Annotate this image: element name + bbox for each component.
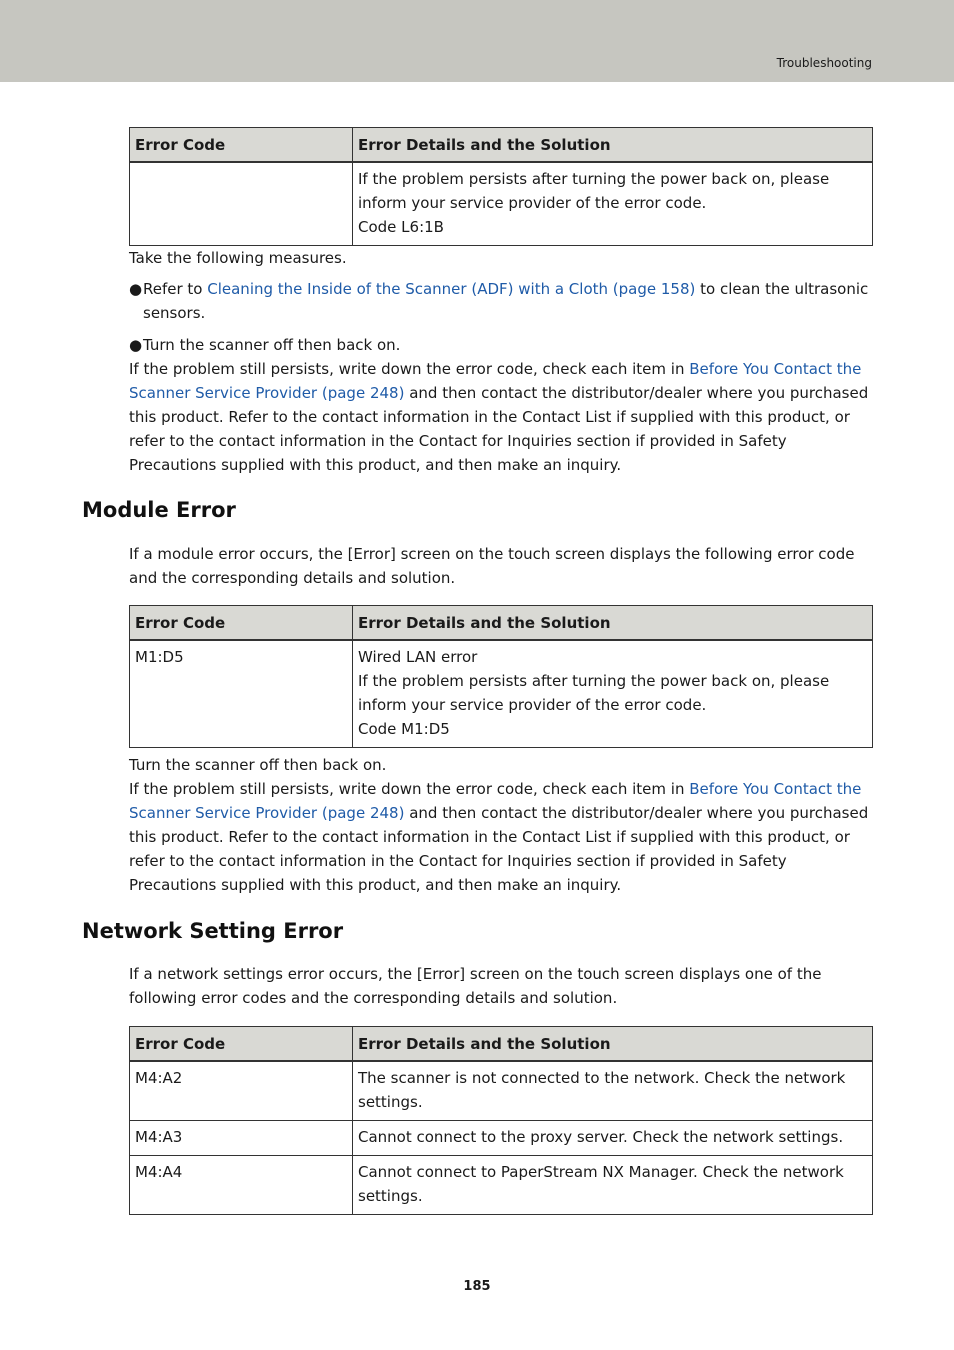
header-error-details: Error Details and the Solution	[353, 606, 873, 641]
error-code-cell	[130, 162, 353, 246]
network-error-heading: Network Setting Error	[82, 919, 344, 943]
measures-intro: Take the following measures.	[129, 249, 347, 267]
table-header-row	[130, 606, 873, 641]
module-error-heading: Module Error	[82, 498, 236, 522]
bullet-item	[129, 277, 869, 325]
details-code-line: Code L6:1B	[358, 218, 444, 236]
before-contact-link[interactable]: Before You Contact the Scanner Service Provider (page 248)	[129, 780, 862, 822]
error-code-cell: M4:A2	[130, 1061, 353, 1121]
error-details-cell: The scanner is not connected to the network. Check the network settings.	[353, 1061, 873, 1121]
details-line: If the problem persists after turning the power back on, please inform your service provider of the error code.	[358, 672, 830, 714]
table-header-row	[130, 128, 873, 163]
module-error-intro: If a module error occurs, the [Error] screen on the touch screen displays the following error code and the corresponding details and solution.	[129, 545, 855, 587]
error-details-cell	[353, 640, 873, 748]
persist-prefix: If the problem still persists, write down the error code, check each item in	[129, 360, 690, 378]
page-number: 185	[463, 1279, 491, 1294]
l6-error-table	[129, 127, 873, 246]
after-line: Turn the scanner off then back on.	[129, 756, 387, 774]
persist-paragraph	[129, 357, 869, 477]
bullet-text	[143, 277, 869, 325]
l6-measures	[129, 246, 869, 477]
details-line: Wired LAN error	[358, 648, 478, 666]
persist-prefix: If the problem still persists, write down the error code, check each item in	[129, 780, 690, 798]
details-code-line: Code M1:D5	[358, 720, 450, 738]
bullet-text-suffix: to clean the ultrasonic sensors.	[143, 280, 869, 322]
bullet-icon: ●	[129, 280, 143, 298]
table-header-row	[130, 1027, 873, 1062]
error-code-cell: M4:A3	[130, 1121, 353, 1156]
network-error-table	[129, 1026, 873, 1215]
table-row	[130, 1061, 873, 1121]
table-row	[130, 640, 873, 748]
before-contact-link[interactable]: Before You Contact the Scanner Service Provider (page 248)	[129, 360, 862, 402]
persist-suffix: and then contact the distributor/dealer where you purchased this product. Refer to the contact information in the Contact List if supplied with this product, or refer to the contact information in the Contact for Inquiries section if provided in Safety Precautions supplied with this product, and then make an inquiry.	[129, 384, 869, 474]
section-label: Troubleshooting	[776, 56, 872, 70]
error-code-cell: M4:A4	[130, 1156, 353, 1215]
header-error-code: Error Code	[130, 606, 353, 641]
header-error-code: Error Code	[130, 128, 353, 163]
header-error-details: Error Details and the Solution	[353, 1027, 873, 1062]
table-row	[130, 1156, 873, 1215]
bullet-text-prefix: Refer to	[143, 280, 208, 298]
table-row	[130, 1121, 873, 1156]
module-error-after	[129, 753, 869, 897]
bullet-text: Turn the scanner off then back on.	[143, 336, 401, 354]
error-details-cell	[353, 162, 873, 246]
header-error-details: Error Details and the Solution	[353, 128, 873, 163]
bullet-item	[129, 333, 869, 357]
persist-paragraph	[129, 777, 869, 897]
cleaning-link[interactable]: Cleaning the Inside of the Scanner (ADF) with a Cloth (page 158)	[207, 280, 696, 298]
page-header-bar	[0, 0, 954, 82]
module-error-table	[129, 605, 873, 748]
table-row	[130, 162, 873, 246]
header-error-code: Error Code	[130, 1027, 353, 1062]
network-error-intro: If a network settings error occurs, the [Error] screen on the touch screen displays one of the following error codes and the corresponding details and solution.	[129, 965, 822, 1007]
persist-suffix: and then contact the distributor/dealer where you purchased this product. Refer to the contact information in the Contact List if supplied with this product, or refer to the contact information in the Contact for Inquiries section if provided in Safety Precautions supplied with this product, and then make an inquiry.	[129, 804, 869, 894]
bullet-icon: ●	[129, 336, 143, 354]
error-code-cell: M1:D5	[130, 640, 353, 748]
error-details-cell: Cannot connect to the proxy server. Check the network settings.	[353, 1121, 873, 1156]
error-details-cell: Cannot connect to PaperStream NX Manager. Check the network settings.	[353, 1156, 873, 1215]
details-line: If the problem persists after turning the power back on, please inform your service provider of the error code.	[358, 170, 830, 212]
